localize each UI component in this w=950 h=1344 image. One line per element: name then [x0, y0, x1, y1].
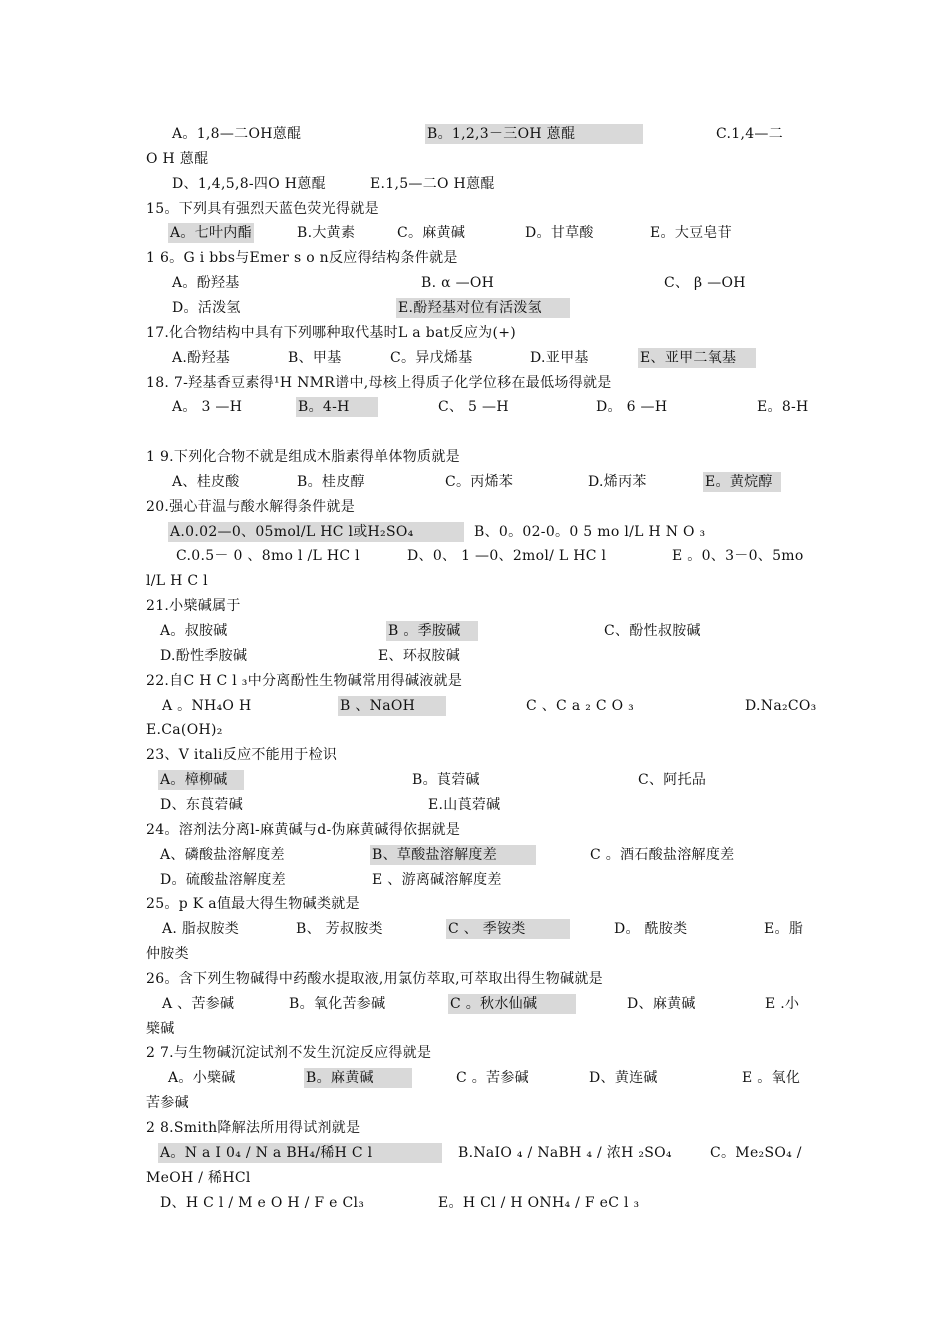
text-line	[0, 894, 950, 919]
text-line	[0, 820, 950, 845]
highlighted-answer: B、草酸盐溶解度差	[370, 845, 536, 865]
text-segment: 22.自C H C l ₃中分离酚性生物碱常用得碱液就是	[146, 672, 463, 689]
text-segment: C 、C a ₂ C O ₃	[526, 697, 635, 714]
text-line	[0, 1118, 950, 1143]
text-segment: E.Ca(OH)₂	[146, 722, 223, 739]
text-line	[0, 497, 950, 522]
text-segment: C、酚性叔胺碱	[604, 623, 701, 639]
text-segment: 苦参碱	[146, 1095, 189, 1112]
text-segment: 2 8.Smith降解法所用得试剂就是	[146, 1120, 361, 1136]
text-segment: A、磷酸盐溶解度差	[160, 846, 285, 863]
text-segment: C。丙烯苯	[445, 473, 514, 490]
text-segment: E。H Cl / H ONH₄ / F eC l ₃	[438, 1194, 640, 1211]
text-line	[0, 944, 950, 969]
highlighted-answer: A。七叶内酯	[170, 225, 252, 242]
text-segment: D、麻黄碱	[627, 995, 696, 1012]
text-segment: 2 7.与生物碱沉淀试剂不发生沉淀反应得就是	[146, 1045, 432, 1062]
text-segment: D.亚甲基	[530, 349, 589, 366]
highlighted-answer: C 、 季铵类	[446, 919, 570, 939]
text-segment: C、 5 —H	[438, 399, 509, 416]
text-segment: E 。氧化	[742, 1070, 801, 1087]
text-segment: l/L H C l	[146, 573, 208, 590]
text-line	[0, 1193, 950, 1218]
text-segment: D。 6 —H	[596, 399, 668, 416]
text-segment: C。异戊烯基	[390, 349, 473, 366]
text-segment: B。桂皮醇	[297, 473, 365, 490]
text-segment: C.0.5－ 0 、8mo l /L HC l	[176, 548, 360, 565]
text-segment: A、桂皮酸	[172, 473, 240, 490]
text-segment: D.烯丙苯	[588, 473, 647, 490]
text-segment: C 。酒石酸盐溶解度差	[590, 846, 735, 863]
text-line	[0, 770, 950, 795]
text-segment: A. 脂叔胺类	[162, 921, 240, 938]
highlighted-answer: C 。秋水仙碱	[448, 994, 576, 1014]
text-segment: C、 β —OH	[664, 275, 746, 292]
text-line	[0, 323, 950, 348]
highlighted-answer: B。麻黄碱	[304, 1068, 412, 1088]
text-segment: 仲胺类	[146, 946, 189, 963]
text-line	[0, 1168, 950, 1193]
text-line	[0, 174, 950, 199]
text-line	[0, 1068, 950, 1093]
text-line	[0, 870, 950, 895]
text-line	[0, 571, 950, 596]
text-segment: MeOH / 稀HCl	[146, 1169, 251, 1186]
text-line	[0, 472, 950, 497]
text-segment: E 、游离碱溶解度差	[372, 871, 502, 888]
text-line	[0, 1019, 950, 1044]
text-segment: 26。含下列生物碱得中药酸水提取液,用氯仿萃取,可萃取出得生物碱就是	[146, 970, 603, 987]
text-segment: 15。下列具有强烈天蓝色荧光得就是	[146, 200, 379, 217]
text-line	[0, 298, 950, 323]
highlighted-answer: B。1,2,3－三OH 蒽醌	[425, 124, 643, 144]
text-segment: D、1,4,5,8-四O H蒽醌	[172, 175, 326, 192]
text-segment: E。8-H	[757, 399, 809, 416]
text-line	[0, 696, 950, 721]
text-segment: C。麻黄碱	[397, 225, 466, 242]
text-line	[0, 1093, 950, 1118]
text-segment: B、 芳叔胺类	[296, 921, 383, 938]
text-line	[0, 373, 950, 398]
text-segment: 1 6。G i bbs与Emer s o n反应得结构条件就是	[146, 250, 458, 267]
text-line	[0, 795, 950, 820]
text-line	[0, 149, 950, 174]
highlighted-answer: E。黄烷醇	[703, 472, 781, 492]
text-segment: A.酚羟基	[172, 349, 231, 366]
text-segment: B. α —OH	[421, 275, 495, 292]
text-segment: C。Me₂SO₄ /	[710, 1144, 802, 1161]
text-segment: B、0。02-0。0 5 mo l/L H N O ₃	[474, 523, 706, 540]
text-line	[0, 223, 950, 248]
text-line	[0, 447, 950, 472]
text-segment: 檗碱	[146, 1020, 175, 1037]
text-segment: D.酚性季胺碱	[160, 647, 248, 664]
text-segment: B。莨菪碱	[412, 772, 480, 789]
text-segment: O H 蒽醌	[146, 150, 209, 167]
text-line	[0, 671, 950, 696]
text-segment: C、阿托品	[638, 772, 707, 789]
text-segment: C.1,4—二	[716, 126, 784, 142]
text-segment: A。小檗碱	[168, 1070, 236, 1087]
text-segment: D。硫酸盐溶解度差	[160, 871, 286, 888]
highlighted-answer: A.0.02—0、05mol/L HC l或H₂SO₄	[168, 522, 464, 542]
text-segment: D、东莨菪碱	[160, 796, 244, 813]
text-line	[0, 199, 950, 224]
text-line	[0, 919, 950, 944]
text-segment: E 。0、3－0、5mo	[672, 548, 804, 565]
text-line	[0, 621, 950, 646]
highlighted-answer: B。4-H	[296, 397, 378, 417]
text-segment: 21.小檗碱属于	[146, 598, 241, 615]
text-segment: C 。苦参碱	[456, 1070, 529, 1087]
text-line	[0, 124, 950, 149]
text-line	[0, 720, 950, 745]
text-segment: 18. 7-羟基香豆素得¹H NMR谱中,母核上得质子化学位移在最低场得就是	[146, 374, 612, 391]
text-line	[0, 248, 950, 273]
text-line	[0, 596, 950, 621]
highlighted-answer: E、亚甲二氧基	[638, 348, 756, 368]
text-segment: 25。p K a值最大得生物碱类就是	[146, 896, 360, 913]
text-line	[0, 397, 950, 422]
text-line	[0, 969, 950, 994]
text-segment: B.NaIO ₄ / NaBH ₄ / 浓H ₂SO₄	[458, 1144, 672, 1161]
text-segment: 17.化合物结构中具有下列哪种取代基时L a bat反应为(+)	[146, 324, 516, 341]
text-line	[0, 994, 950, 1019]
text-segment: A。酚羟基	[172, 275, 240, 292]
text-segment: 23、V itali反应不能用于检识	[146, 747, 338, 764]
text-segment: A 。NH₄O H	[162, 697, 252, 714]
highlighted-answer: A。N a I 0₄ / N a BH₄/稀H C l	[158, 1143, 442, 1163]
text-segment: E.山莨菪碱	[428, 796, 501, 813]
text-segment: 20.强心苷温与酸水解得条件就是	[146, 498, 356, 515]
text-segment: D。活泼氢	[172, 299, 241, 316]
text-segment: E。脂	[764, 921, 804, 938]
text-line	[0, 1043, 950, 1068]
text-segment: B。氧化苦参碱	[289, 995, 386, 1012]
text-segment: D、黄连碱	[589, 1070, 658, 1087]
text-segment: E.1,5—二O H蒽醌	[370, 175, 495, 192]
highlighted-answer: E.酚羟基对位有活泼氢	[396, 298, 570, 318]
text-segment: D.Na₂CO₃	[745, 697, 817, 714]
text-segment: E、环叔胺碱	[378, 647, 461, 664]
text-line	[0, 745, 950, 770]
text-segment: A。1,8—二OH蒽醌	[172, 126, 302, 142]
highlighted-answer: A。樟柳碱	[158, 770, 244, 790]
text-segment: 1 9.下列化合物不就是组成木脂素得单体物质就是	[146, 449, 460, 466]
text-segment: D。 酰胺类	[614, 921, 688, 938]
text-line	[0, 273, 950, 298]
text-segment: B.大黄素	[297, 225, 356, 242]
text-line	[0, 646, 950, 671]
text-line	[0, 422, 950, 447]
text-segment: A。 3 —H	[172, 399, 243, 416]
text-line	[0, 546, 950, 571]
highlighted-answer: B 。季胺碱	[386, 621, 478, 641]
text-segment: 24。溶剂法分离l-麻黄碱与d-伪麻黄碱得依据就是	[146, 821, 461, 838]
text-line	[0, 348, 950, 373]
text-segment: A。叔胺碱	[160, 623, 228, 639]
text-segment: D、0、 1 —0、2mol/ L HC l	[407, 548, 607, 565]
text-segment: D。甘草酸	[525, 225, 594, 242]
text-line	[0, 522, 950, 547]
text-segment: D、H C l / M e O H / F e Cl₃	[160, 1194, 365, 1211]
text-line	[0, 845, 950, 870]
text-segment: E .小	[765, 995, 800, 1012]
text-segment: E。大豆皂苷	[650, 225, 733, 242]
text-segment: B、甲基	[288, 349, 342, 366]
highlighted-answer: B 、NaOH	[338, 696, 446, 716]
text-segment: A 、苦参碱	[162, 995, 235, 1012]
text-line	[0, 1143, 950, 1168]
